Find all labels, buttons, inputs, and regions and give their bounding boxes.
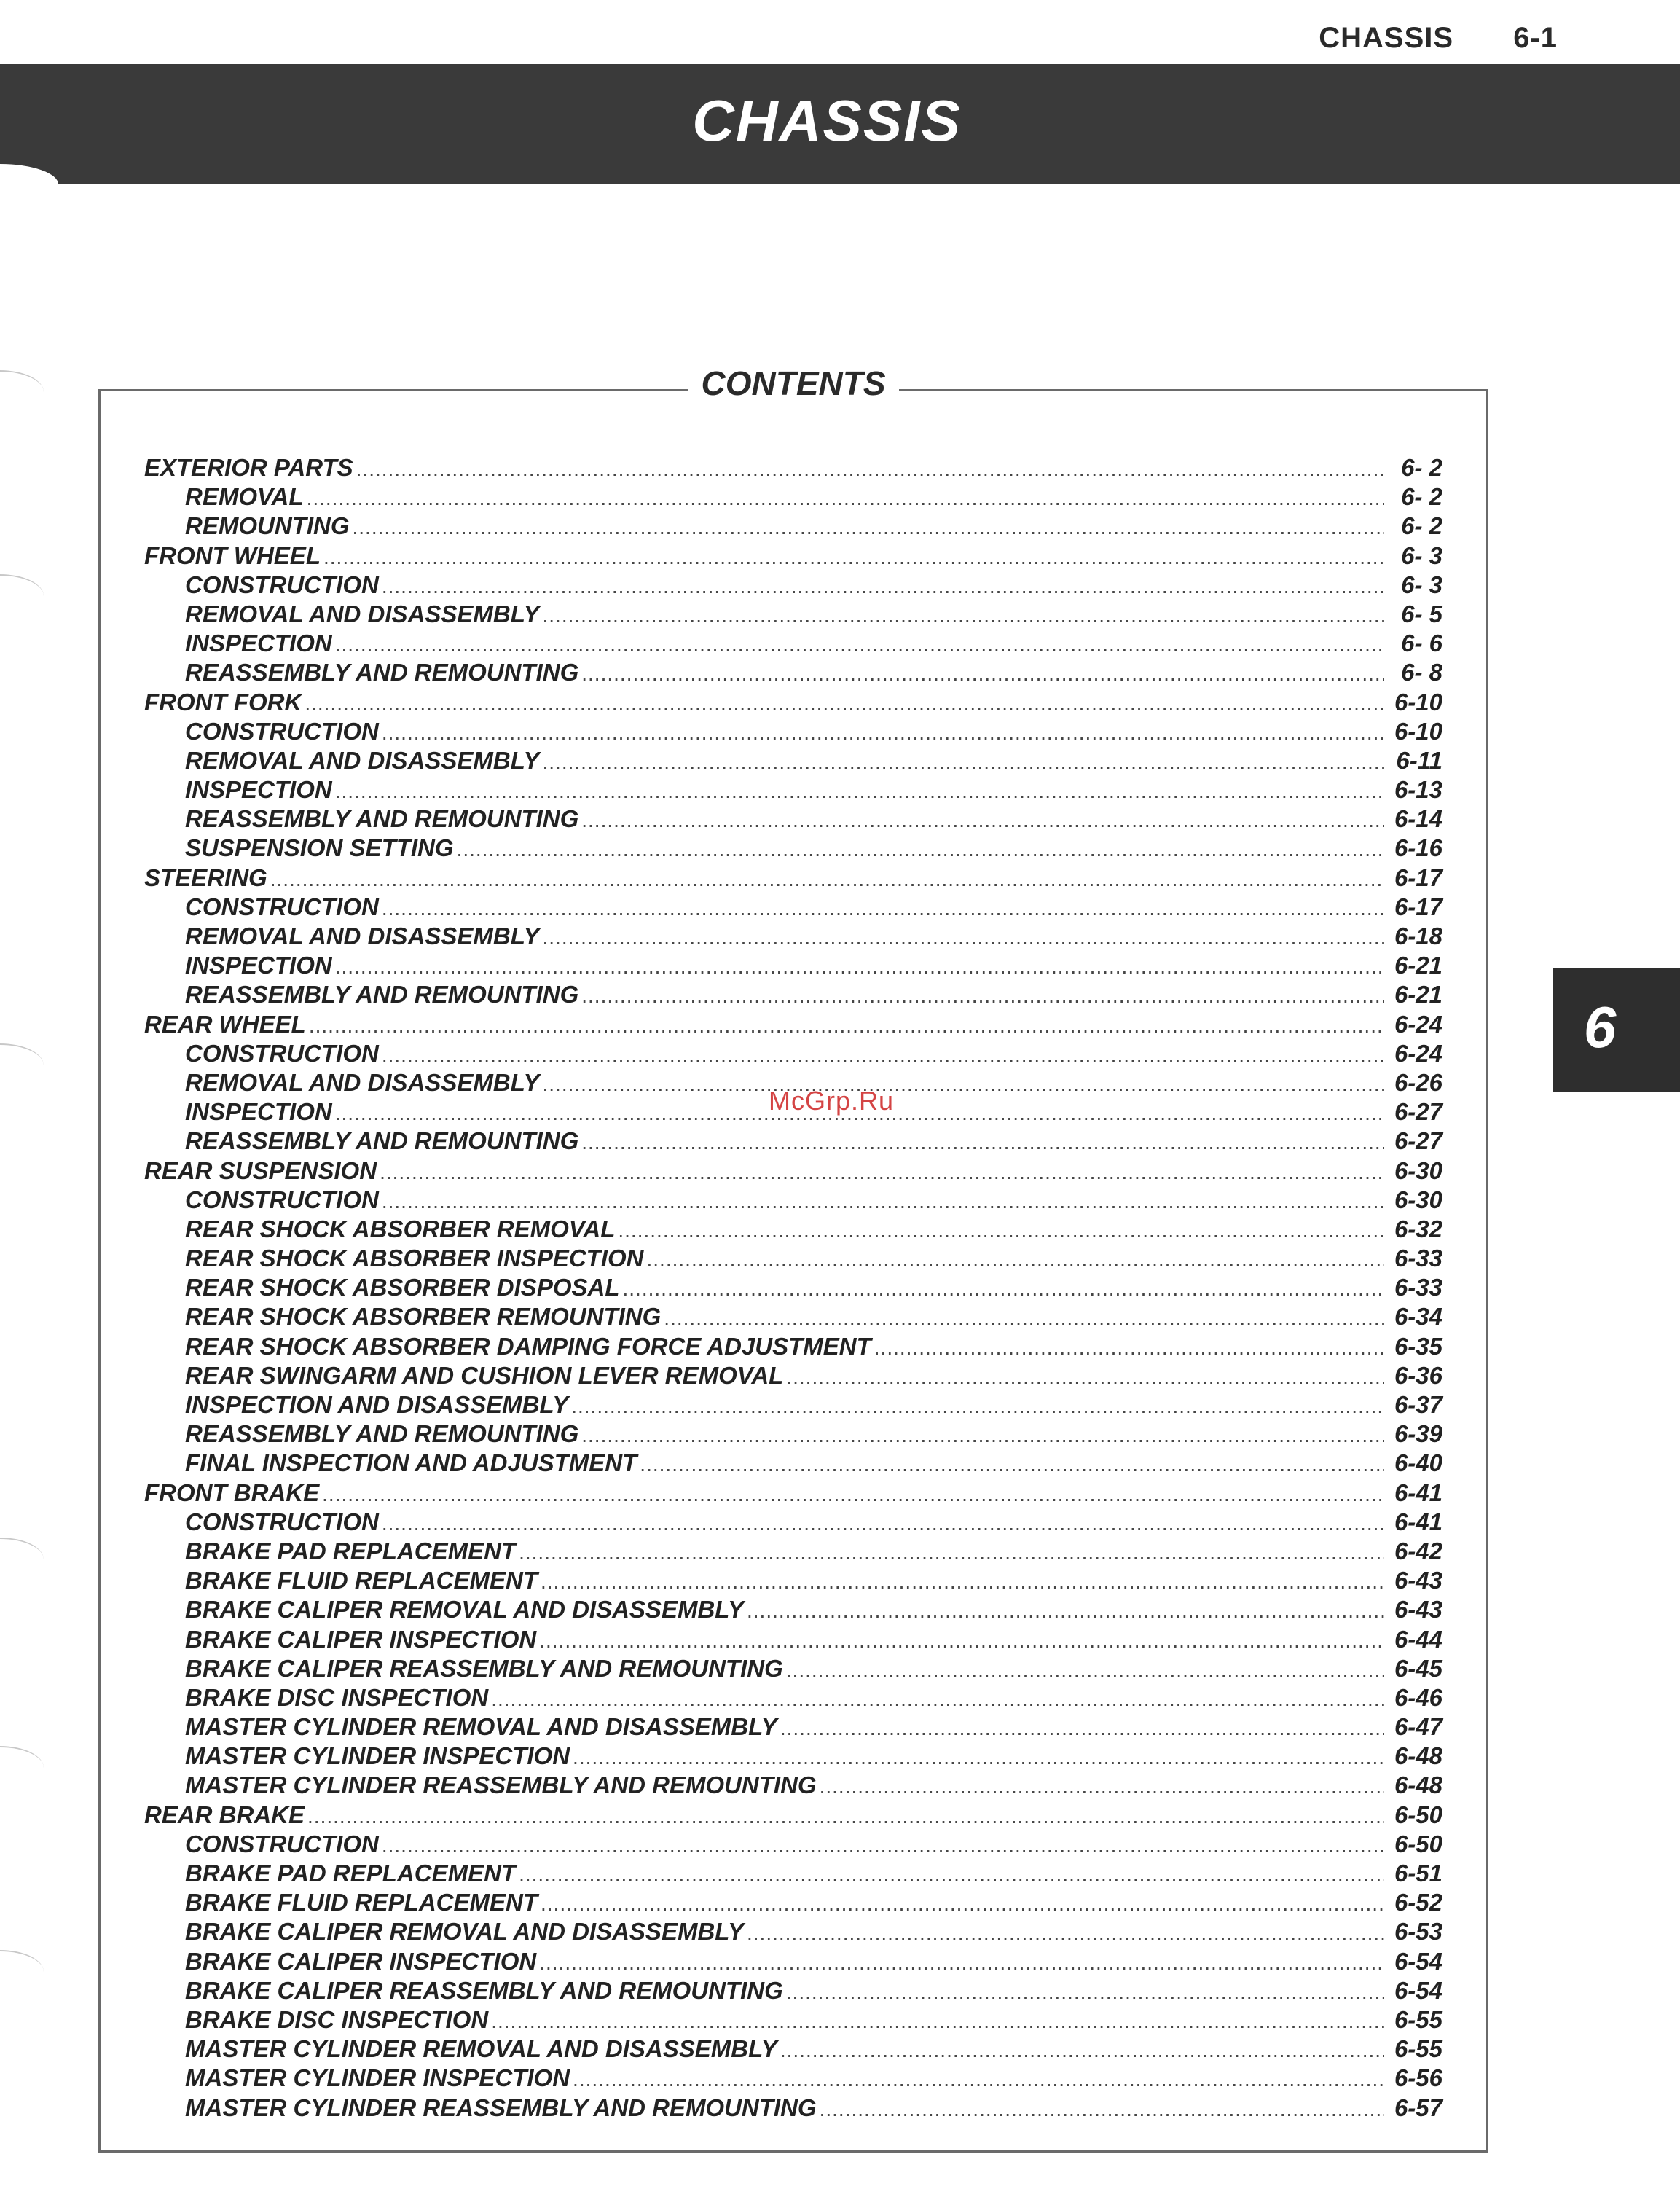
toc-entry-page: 6-40 xyxy=(1394,1449,1442,1477)
toc-entry-page: 6-35 xyxy=(1394,1332,1442,1360)
toc-dot-leader xyxy=(353,516,1385,539)
toc-entry-label: REAR SHOCK ABSORBER DAMPING FORCE ADJUSTMENT xyxy=(185,1332,871,1360)
toc-entry-page: 6-30 xyxy=(1394,1186,1442,1213)
toc-subsection-row[interactable] xyxy=(144,1215,1442,1245)
toc-entry-page: 6-30 xyxy=(1394,1156,1442,1184)
toc-section-row[interactable] xyxy=(144,1801,1442,1830)
toc-entry-page: 6-50 xyxy=(1394,1801,1442,1828)
toc-dot-leader xyxy=(542,1073,1384,1096)
toc-subsection-row[interactable] xyxy=(144,483,1442,512)
toc-entry-label: BRAKE CALIPER REASSEMBLY AND REMOUNTING xyxy=(185,1654,783,1682)
toc-dot-leader xyxy=(305,692,1384,716)
toc-subsection-row[interactable] xyxy=(144,630,1442,659)
toc-dot-leader xyxy=(335,955,1384,979)
toc-entry-label: BRAKE CALIPER INSPECTION xyxy=(185,1947,537,1975)
toc-entry-label: REMOVAL AND DISASSEMBLY xyxy=(185,923,540,949)
chapter-title-bar xyxy=(0,64,1680,184)
toc-entry-page: 6-41 xyxy=(1394,1479,1442,1506)
toc-entry-label: REAR WHEEL xyxy=(144,1010,306,1038)
binder-hole-mark xyxy=(0,1538,44,1561)
toc-entry-label: BRAKE CALIPER INSPECTION xyxy=(185,1625,537,1653)
toc-entry-label: CONSTRUCTION xyxy=(185,717,379,745)
toc-dot-leader xyxy=(747,1922,1384,1945)
toc-dot-leader xyxy=(335,780,1384,803)
toc-dot-leader xyxy=(382,1190,1384,1213)
toc-dot-leader xyxy=(581,984,1384,1008)
toc-entry-page: 6- 8 xyxy=(1401,659,1442,686)
contents-box xyxy=(98,364,1488,2153)
toc-subsection-row[interactable] xyxy=(144,1245,1442,1274)
toc-dot-leader xyxy=(457,838,1384,861)
toc-entry-label: REMOVAL AND DISASSEMBLY xyxy=(185,600,540,627)
toc-entry-label: BRAKE DISC INSPECTION xyxy=(185,2005,489,2033)
toc-entry-label: SUSPENSION SETTING xyxy=(185,834,454,862)
toc-dot-leader xyxy=(623,1277,1385,1301)
toc-entry-page: 6-48 xyxy=(1394,1771,1442,1799)
toc-entry-page: 6-41 xyxy=(1394,1508,1442,1535)
title-bar-notch xyxy=(0,164,58,184)
toc-entry-label: MASTER CYLINDER INSPECTION xyxy=(185,2064,570,2092)
toc-entry-page: 6-11 xyxy=(1396,746,1442,774)
toc-entry-page: 6-54 xyxy=(1394,1947,1442,1975)
toc-dot-leader xyxy=(307,487,1384,510)
toc-dot-leader xyxy=(581,1131,1384,1154)
toc-entry-label: INSPECTION AND DISASSEMBLY xyxy=(185,1391,569,1418)
toc-entry-page: 6-27 xyxy=(1394,1127,1442,1155)
toc-dot-leader xyxy=(542,926,1384,949)
toc-dot-leader xyxy=(382,1043,1384,1067)
toc-dot-leader xyxy=(491,2010,1384,2033)
contents-heading xyxy=(101,364,1486,403)
toc-dot-leader xyxy=(519,1863,1384,1887)
toc-dot-leader xyxy=(581,1424,1384,1447)
toc-list xyxy=(144,454,1442,2123)
toc-entry-label: CONSTRUCTION xyxy=(185,1186,379,1213)
header-section-name: CHASSIS xyxy=(1319,22,1454,54)
toc-entry-page: 6-27 xyxy=(1394,1098,1442,1126)
toc-entry-label: BRAKE FLUID REPLACEMENT xyxy=(185,1567,538,1594)
toc-dot-leader xyxy=(820,1775,1384,1798)
toc-subsection-row[interactable] xyxy=(144,1860,1442,1889)
toc-dot-leader xyxy=(270,868,1384,891)
toc-entry-page: 6-33 xyxy=(1394,1245,1442,1272)
toc-entry-page: 6-24 xyxy=(1394,1039,1442,1067)
toc-dot-leader xyxy=(780,2039,1384,2062)
toc-dot-leader xyxy=(664,1307,1384,1330)
toc-entry-label: STEERING xyxy=(144,863,267,891)
toc-entry-label: FINAL INSPECTION AND ADJUSTMENT xyxy=(185,1449,637,1477)
toc-entry-label: CONSTRUCTION xyxy=(185,1508,379,1535)
toc-dot-leader xyxy=(309,1014,1384,1038)
toc-entry-label: CONSTRUCTION xyxy=(185,893,379,920)
toc-entry-page: 6-26 xyxy=(1394,1068,1442,1096)
toc-subsection-row[interactable] xyxy=(144,1303,1442,1332)
header-page-number: 6-1 xyxy=(1513,22,1558,54)
toc-dot-leader xyxy=(640,1453,1384,1476)
toc-dot-leader xyxy=(382,575,1384,598)
toc-entry-label: REMOVAL AND DISASSEMBLY xyxy=(185,1068,540,1096)
toc-subsection-row[interactable] xyxy=(144,981,1442,1010)
toc-entry-page: 6-53 xyxy=(1394,1918,1442,1946)
toc-subsection-row[interactable] xyxy=(144,1771,1442,1801)
toc-subsection-row[interactable] xyxy=(144,805,1442,834)
toc-entry-label: REAR SHOCK ABSORBER REMOUNTING xyxy=(185,1303,662,1331)
toc-entry-page: 6-17 xyxy=(1394,863,1442,891)
toc-entry-page: 6-46 xyxy=(1394,1683,1442,1711)
toc-dot-leader xyxy=(573,1746,1384,1769)
toc-entry-page: 6-42 xyxy=(1394,1537,1442,1564)
toc-entry-page: 6-45 xyxy=(1394,1654,1442,1682)
toc-subsection-row[interactable] xyxy=(144,1713,1442,1742)
toc-entry-label: REMOVAL AND DISASSEMBLY xyxy=(185,746,540,774)
toc-dot-leader xyxy=(874,1336,1384,1360)
toc-dot-leader xyxy=(382,1512,1384,1535)
toc-dot-leader xyxy=(491,1688,1384,1711)
toc-entry-page: 6-33 xyxy=(1394,1274,1442,1301)
toc-entry-label: REMOVAL xyxy=(185,483,304,511)
toc-dot-leader xyxy=(380,1161,1384,1184)
toc-entry-label: REAR SUSPENSION xyxy=(144,1156,377,1184)
toc-entry-label: REAR BRAKE xyxy=(144,1801,305,1828)
toc-entry-page: 6-34 xyxy=(1394,1303,1442,1331)
toc-section-row[interactable] xyxy=(144,864,1442,893)
toc-entry-page: 6-24 xyxy=(1394,1010,1442,1038)
toc-subsection-row[interactable] xyxy=(144,893,1442,923)
toc-entry-page: 6- 5 xyxy=(1401,600,1442,627)
toc-dot-leader xyxy=(519,1541,1384,1564)
toc-entry-page: 6-48 xyxy=(1394,1742,1442,1770)
toc-subsection-row[interactable] xyxy=(144,1362,1442,1391)
toc-dot-leader xyxy=(307,1805,1384,1828)
toc-dot-leader xyxy=(382,897,1384,920)
toc-dot-leader xyxy=(539,1951,1384,1975)
toc-subsection-row[interactable] xyxy=(144,1830,1442,1860)
toc-entry-page: 6-43 xyxy=(1394,1596,1442,1624)
toc-entry-label: FRONT WHEEL xyxy=(144,541,321,569)
chapter-title: CHASSIS xyxy=(692,88,962,153)
toc-subsection-row[interactable] xyxy=(144,1186,1442,1215)
toc-dot-leader xyxy=(573,2068,1384,2091)
toc-subsection-row[interactable] xyxy=(144,1742,1442,1771)
contents-heading-text: CONTENTS xyxy=(688,364,899,402)
toc-dot-leader xyxy=(382,1834,1384,1857)
toc-subsection-row[interactable] xyxy=(144,1449,1442,1479)
toc-entry-label: MASTER CYLINDER INSPECTION xyxy=(185,1742,570,1770)
toc-entry-label: REASSEMBLY AND REMOUNTING xyxy=(185,981,579,1008)
binder-hole-mark xyxy=(0,1746,44,1769)
toc-subsection-row[interactable] xyxy=(144,2006,1442,2035)
toc-dot-leader xyxy=(335,633,1384,657)
chapter-tab xyxy=(1553,968,1680,1092)
toc-entry-page: 6- 3 xyxy=(1401,571,1442,598)
toc-entry-label: MASTER CYLINDER REMOVAL AND DISASSEMBLY xyxy=(185,1713,777,1741)
toc-entry-label: REAR SWINGARM AND CUSHION LEVER REMOVAL xyxy=(185,1361,784,1389)
toc-entry-label: MASTER CYLINDER REMOVAL AND DISASSEMBLY xyxy=(185,2035,777,2063)
toc-dot-leader xyxy=(541,1570,1384,1594)
toc-entry-page: 6-56 xyxy=(1394,2064,1442,2092)
toc-subsection-row[interactable] xyxy=(144,1918,1442,1947)
binder-hole-mark xyxy=(0,1950,44,1973)
toc-entry-label: REAR SHOCK ABSORBER INSPECTION xyxy=(185,1245,644,1272)
toc-entry-label: REAR SHOCK ABSORBER REMOVAL xyxy=(185,1215,616,1242)
toc-entry-page: 6-21 xyxy=(1394,952,1442,979)
toc-entry-page: 6-32 xyxy=(1394,1215,1442,1242)
toc-entry-page: 6-47 xyxy=(1394,1713,1442,1741)
toc-dot-leader xyxy=(786,1658,1384,1682)
toc-entry-page: 6-50 xyxy=(1394,1830,1442,1857)
toc-subsection-row[interactable] xyxy=(144,1567,1442,1596)
toc-subsection-row[interactable] xyxy=(144,1948,1442,1977)
toc-entry-label: MASTER CYLINDER REASSEMBLY AND REMOUNTING xyxy=(185,2094,817,2121)
toc-dot-leader xyxy=(571,1395,1384,1418)
toc-subsection-row[interactable] xyxy=(144,2094,1442,2123)
toc-entry-page: 6-14 xyxy=(1394,805,1442,833)
toc-subsection-row[interactable] xyxy=(144,747,1442,776)
toc-entry-label: CONSTRUCTION xyxy=(185,1830,379,1857)
toc-entry-label: REASSEMBLY AND REMOUNTING xyxy=(185,1127,579,1155)
toc-entry-page: 6-18 xyxy=(1394,923,1442,949)
toc-entry-label: EXTERIOR PARTS xyxy=(144,454,353,481)
toc-entry-page: 6- 2 xyxy=(1401,454,1442,481)
toc-section-row[interactable] xyxy=(144,1157,1442,1186)
toc-dot-leader xyxy=(581,809,1384,832)
toc-entry-label: BRAKE PAD REPLACEMENT xyxy=(185,1860,517,1887)
toc-entry-label: REMOUNTING xyxy=(185,512,350,540)
toc-entry-page: 6-55 xyxy=(1394,2005,1442,2033)
toc-dot-leader xyxy=(786,1366,1384,1389)
running-header xyxy=(1319,22,1558,55)
toc-entry-label: INSPECTION xyxy=(185,776,332,804)
toc-entry-page: 6-54 xyxy=(1394,1976,1442,2004)
chapter-tab-number: 6 xyxy=(1583,995,1617,1060)
toc-subsection-row[interactable] xyxy=(144,1626,1442,1655)
toc-entry-label: REASSEMBLY AND REMOUNTING xyxy=(185,805,579,833)
binder-hole-mark xyxy=(0,574,44,598)
toc-subsection-row[interactable] xyxy=(144,2064,1442,2094)
toc-entry-page: 6-51 xyxy=(1394,1860,1442,1887)
toc-section-row[interactable] xyxy=(144,689,1442,718)
toc-entry-page: 6-44 xyxy=(1394,1625,1442,1653)
toc-section-row[interactable] xyxy=(144,454,1442,483)
toc-entry-label: MASTER CYLINDER REASSEMBLY AND REMOUNTING xyxy=(185,1771,817,1799)
toc-section-row[interactable] xyxy=(144,1011,1442,1040)
toc-entry-page: 6- 2 xyxy=(1401,512,1442,540)
toc-entry-label: BRAKE CALIPER REASSEMBLY AND REMOUNTING xyxy=(185,1976,783,2004)
toc-section-row[interactable] xyxy=(144,1479,1442,1508)
toc-entry-page: 6-43 xyxy=(1394,1567,1442,1594)
toc-entry-label: INSPECTION xyxy=(185,630,332,657)
toc-entry-label: BRAKE CALIPER REMOVAL AND DISASSEMBLY xyxy=(185,1918,744,1946)
toc-subsection-row[interactable] xyxy=(144,834,1442,863)
toc-dot-leader xyxy=(747,1599,1384,1623)
toc-entry-label: CONSTRUCTION xyxy=(185,1039,379,1067)
toc-dot-leader xyxy=(581,662,1384,686)
toc-subsection-row[interactable] xyxy=(144,1655,1442,1684)
toc-dot-leader xyxy=(542,751,1384,774)
toc-entry-page: 6-37 xyxy=(1394,1391,1442,1418)
toc-dot-leader xyxy=(382,721,1384,745)
toc-entry-label: INSPECTION xyxy=(185,1098,332,1126)
toc-subsection-row[interactable] xyxy=(144,718,1442,747)
toc-subsection-row[interactable] xyxy=(144,1274,1442,1303)
toc-dot-leader xyxy=(618,1219,1384,1242)
toc-entry-label: BRAKE FLUID REPLACEMENT xyxy=(185,1889,538,1916)
toc-entry-page: 6-17 xyxy=(1394,893,1442,920)
toc-subsection-row[interactable] xyxy=(144,1127,1442,1156)
toc-dot-leader xyxy=(780,1717,1384,1740)
binder-hole-mark xyxy=(0,370,44,393)
toc-subsection-row[interactable] xyxy=(144,1508,1442,1538)
toc-entry-label: CONSTRUCTION xyxy=(185,571,379,598)
toc-entry-label: INSPECTION xyxy=(185,952,332,979)
toc-entry-page: 6- 3 xyxy=(1401,541,1442,569)
toc-entry-page: 6-16 xyxy=(1394,834,1442,862)
toc-entry-label: REASSEMBLY AND REMOUNTING xyxy=(185,1420,579,1448)
toc-dot-leader xyxy=(356,458,1384,481)
toc-entry-page: 6-52 xyxy=(1394,1889,1442,1916)
toc-section-row[interactable] xyxy=(144,542,1442,571)
toc-entry-page: 6-55 xyxy=(1394,2035,1442,2063)
toc-subsection-row[interactable] xyxy=(144,1333,1442,1362)
toc-subsection-row[interactable] xyxy=(144,1040,1442,1069)
toc-dot-leader xyxy=(541,1892,1384,1916)
toc-entry-page: 6-13 xyxy=(1394,776,1442,804)
toc-entry-page: 6- 2 xyxy=(1401,483,1442,511)
toc-subsection-row[interactable] xyxy=(144,659,1442,688)
toc-entry-page: 6- 6 xyxy=(1401,630,1442,657)
toc-entry-label: BRAKE DISC INSPECTION xyxy=(185,1683,489,1711)
toc-entry-page: 6-10 xyxy=(1394,688,1442,716)
toc-entry-label: BRAKE CALIPER REMOVAL AND DISASSEMBLY xyxy=(185,1596,744,1624)
toc-dot-leader xyxy=(820,2098,1384,2121)
toc-subsection-row[interactable] xyxy=(144,923,1442,952)
toc-subsection-row[interactable] xyxy=(144,1420,1442,1449)
toc-dot-leader xyxy=(322,1483,1384,1506)
toc-subsection-row[interactable] xyxy=(144,1391,1442,1420)
toc-dot-leader xyxy=(542,604,1384,627)
toc-entry-page: 6-57 xyxy=(1394,2094,1442,2121)
toc-subsection-row[interactable] xyxy=(144,2035,1442,2064)
toc-entry-label: REAR SHOCK ABSORBER DISPOSAL xyxy=(185,1274,620,1301)
toc-subsection-row[interactable] xyxy=(144,1684,1442,1713)
toc-entry-page: 6-21 xyxy=(1394,981,1442,1008)
watermark-link[interactable]: McGrp.Ru xyxy=(769,1086,895,1116)
toc-entry-label: FRONT BRAKE xyxy=(144,1479,320,1506)
toc-subsection-row[interactable] xyxy=(144,952,1442,981)
toc-entry-page: 6-36 xyxy=(1394,1361,1442,1389)
toc-entry-label: BRAKE PAD REPLACEMENT xyxy=(185,1537,517,1564)
toc-subsection-row[interactable] xyxy=(144,571,1442,600)
toc-entry-label: FRONT FORK xyxy=(144,688,302,716)
toc-dot-leader xyxy=(647,1248,1385,1272)
toc-dot-leader xyxy=(323,546,1384,569)
toc-subsection-row[interactable] xyxy=(144,1538,1442,1567)
toc-entry-label: REASSEMBLY AND REMOUNTING xyxy=(185,659,579,686)
toc-subsection-row[interactable] xyxy=(144,512,1442,541)
toc-entry-page: 6-39 xyxy=(1394,1420,1442,1448)
toc-subsection-row[interactable] xyxy=(144,776,1442,805)
toc-dot-leader xyxy=(786,1981,1384,2004)
toc-subsection-row[interactable] xyxy=(144,1596,1442,1625)
toc-subsection-row[interactable] xyxy=(144,1977,1442,2006)
binder-hole-mark xyxy=(0,1043,44,1067)
toc-subsection-row[interactable] xyxy=(144,1889,1442,1918)
toc-dot-leader xyxy=(539,1629,1384,1653)
toc-subsection-row[interactable] xyxy=(144,600,1442,630)
toc-entry-page: 6-10 xyxy=(1394,717,1442,745)
